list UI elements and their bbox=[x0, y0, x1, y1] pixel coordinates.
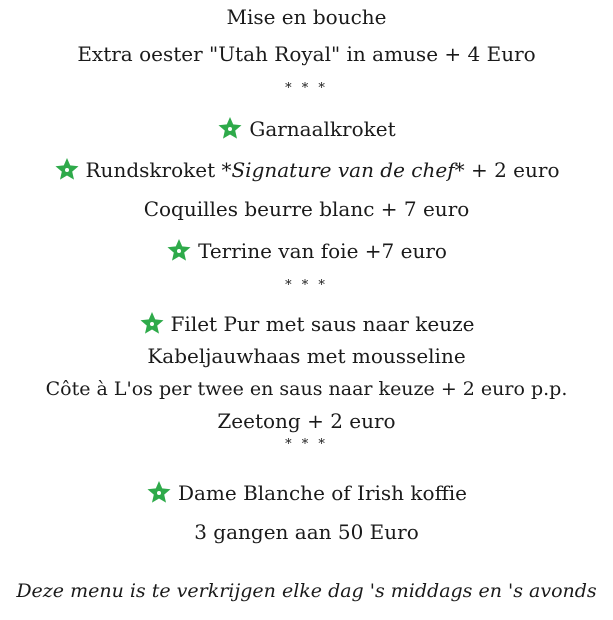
menu-item-text: Filet Pur met saus naar keuze bbox=[170, 312, 475, 336]
separator: * * * bbox=[285, 437, 328, 452]
menu-line-cote-a-los: Côte à L'os per twee en saus naar keuze + 2 euro p.p. bbox=[45, 378, 568, 400]
separator: * * * bbox=[285, 81, 328, 96]
menu-line-extra-oester: Extra oester "Utah Royal" in amuse + 4 Euro bbox=[77, 42, 536, 66]
menu-item-text: Dame Blanche of Irish koffie bbox=[177, 481, 468, 505]
green-star-icon bbox=[166, 238, 192, 262]
menu-line-price: 3 gangen aan 50 Euro bbox=[194, 520, 419, 544]
menu-line-coquilles: Coquilles beurre blanc + 7 euro bbox=[143, 197, 470, 221]
menu-line-filet-pur bbox=[0, 311, 613, 336]
menu-line-garnaalkroket bbox=[0, 116, 613, 141]
menu-item-text: Garnaalkroket bbox=[249, 117, 396, 141]
menu-line-mise-en-bouche: Mise en bouche bbox=[226, 5, 387, 29]
menu-line-dame-blanche bbox=[0, 480, 613, 505]
green-star-icon bbox=[139, 311, 165, 335]
menu-line-zeetong: Zeetong + 2 euro bbox=[217, 409, 396, 433]
green-star-icon bbox=[146, 480, 172, 504]
menu-footer: Deze menu is te verkrijgen elke dag 's middags en 's avonds bbox=[16, 580, 597, 602]
green-star-icon bbox=[217, 116, 243, 140]
menu-item-text: Rundskroket bbox=[85, 158, 222, 182]
menu-item-text: Terrine van foie +7 euro bbox=[198, 239, 447, 263]
menu-line-kabeljauwhaas: Kabeljauwhaas met mousseline bbox=[147, 344, 466, 368]
signature-label: *Signature van de chef* bbox=[221, 158, 465, 182]
green-star-icon bbox=[54, 157, 80, 181]
menu-item-price: + 2 euro bbox=[464, 158, 560, 182]
menu-line-rundskroket bbox=[0, 157, 613, 182]
menu-line-terrine bbox=[0, 238, 613, 263]
separator: * * * bbox=[285, 278, 328, 293]
